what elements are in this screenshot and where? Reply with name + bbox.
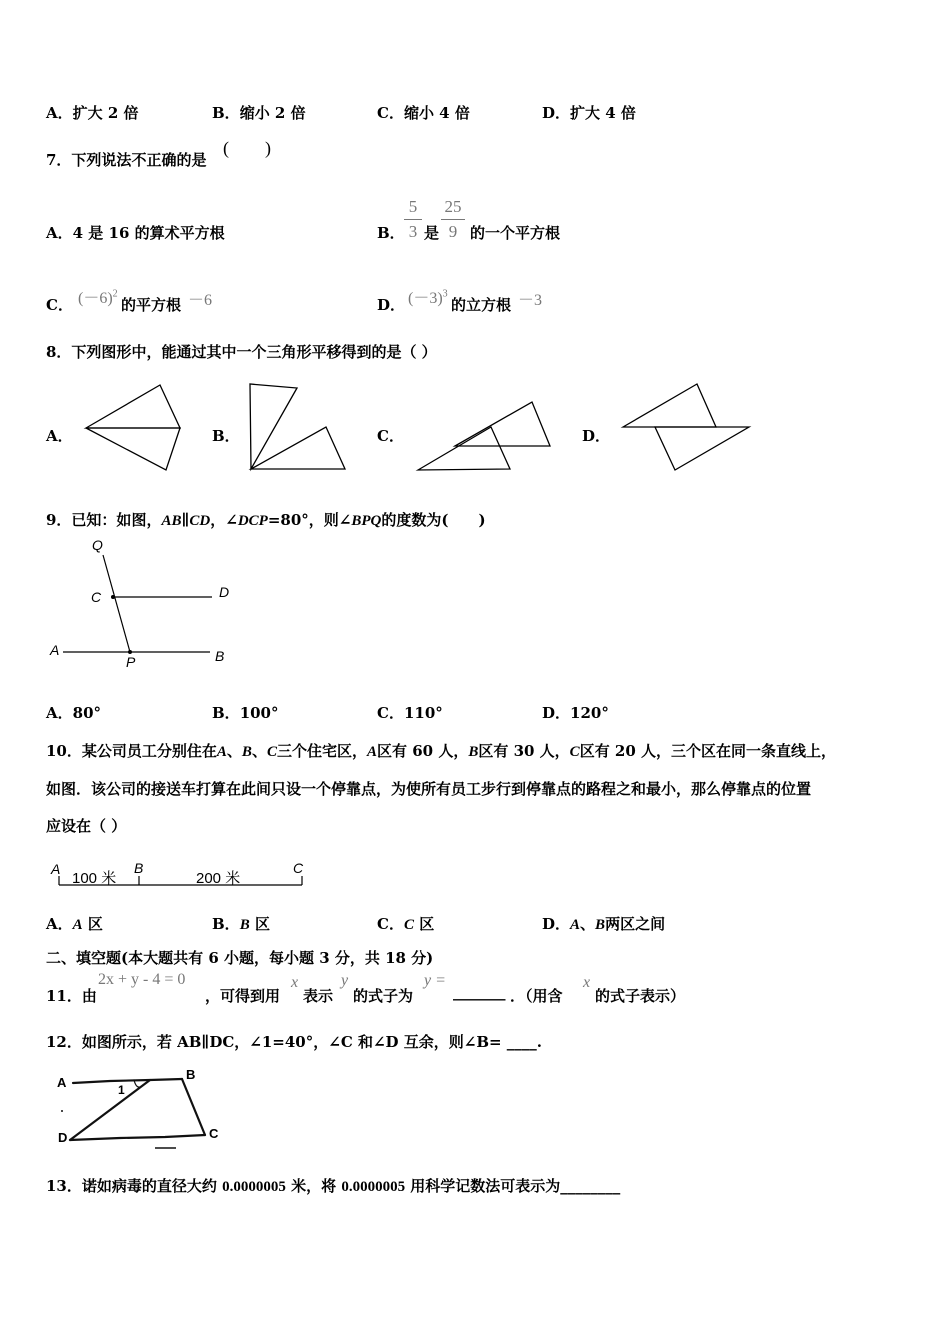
q11-answer-blank[interactable]: _______ — [453, 983, 506, 1001]
q7-option-d-value: －3 — [518, 292, 543, 309]
q10-distance-bc: 200 米 — [196, 870, 241, 887]
q12-label-a: A — [57, 1075, 67, 1090]
q12-line-ad-diagonal — [70, 1080, 150, 1140]
q12-label-c: C — [209, 1126, 219, 1141]
q12-line-bc — [182, 1079, 205, 1135]
q11-var-x: x — [291, 974, 299, 991]
q12-label-d: D — [58, 1130, 68, 1145]
q6-option-d: D．扩大 4 倍 — [542, 104, 636, 122]
q7-option-d-text: 的立方根 — [451, 296, 512, 314]
q12-dot — [61, 1110, 63, 1112]
q9-option-c: C．110° — [377, 704, 443, 722]
q11-mid-3: 的式子为 — [353, 987, 414, 1005]
q10-label-b: B — [134, 860, 144, 876]
q7-option-d-letter: D． — [377, 296, 406, 314]
q8-stem: 8．下列图形中，能通过其中一个三角形平移得到的是（ ） — [46, 343, 437, 361]
q11-var-x-2: x — [583, 974, 591, 991]
q10-distance-ab: 100 米 — [72, 870, 117, 887]
q12-line-dc — [70, 1135, 205, 1140]
q10-stem-line-2: 如图．该公司的接送车打算在此间只设一个停靠点，为使所有员工步行到停靠点的路程之和最小，那么停靠点的位置 — [46, 780, 812, 798]
q11-post-2: 的式子表示） — [595, 987, 686, 1005]
q11-mid-1: ，可得到用 — [205, 987, 281, 1005]
q6-option-c: C．缩小 4 倍 — [377, 104, 470, 122]
q8-option-c: C． — [377, 427, 404, 445]
q7-option-c-expr: $(-6)^2$ — [78, 288, 118, 307]
q9-label-p: P — [126, 654, 136, 670]
q9-option-d: D．120° — [542, 704, 609, 722]
q7-paren: ( ) — [223, 138, 271, 158]
q9-label-q: Q — [92, 537, 103, 553]
q8-option-b: B． — [212, 427, 240, 445]
q10-option-b: B．B 区 — [212, 915, 270, 933]
q9-option-a: A．80° — [46, 704, 102, 722]
q7-option-b-tail: 的一个平方根 — [470, 224, 561, 242]
q7-fraction-5-3: 5 3 — [404, 197, 422, 242]
q12-label-b: B — [186, 1067, 196, 1082]
q6-option-b: B．缩小 2 倍 — [212, 104, 306, 122]
q8-option-a: A． — [46, 427, 73, 445]
q7-option-c-text: 的平方根 — [121, 296, 182, 314]
q12-label-angle-1: 1 — [118, 1083, 125, 1097]
q7-fraction-25-9: 25 9 — [441, 197, 465, 242]
section-2-heading: 二、填空题(本大题共有 6 小题，每小题 3 分，共 18 分) — [46, 949, 434, 967]
q9-stem: 9．已知：如图，AB∥CD，∠DCP=80°，则∠BPQ的度数为( ) — [46, 511, 486, 529]
q11-y-equals: y = — [424, 972, 446, 989]
q6-option-a: A．扩大 2 倍 — [46, 104, 139, 122]
q12-line-ab — [73, 1079, 182, 1083]
q10-option-a: A．A 区 — [46, 915, 103, 933]
q11-equation: 2x + y - 4 = 0 — [98, 971, 186, 988]
q12-stem: 12．如图所示，若 AB∥DC，∠1=40°，∠C 和∠D 互余，则∠B= ____. — [46, 1033, 543, 1051]
q7-option-a: A．4 是 16 的算术平方根 — [46, 224, 225, 242]
q10-option-d: D．A、B两区之间 — [542, 915, 666, 933]
q8-option-d: D． — [582, 427, 611, 445]
q10-label-c: C — [293, 860, 304, 876]
q11-mid-2: 表示 — [303, 987, 334, 1005]
q10-label-a: A — [51, 861, 61, 877]
q9-label-b: B — [215, 648, 225, 664]
q7-stem: 7．下列说法不正确的是 — [46, 151, 207, 169]
q13-stem: 13．诺如病毒的直径大约 0.0000005 米，将 0.0000005 用科学记数法可表示为________ — [46, 1177, 621, 1195]
q7-option-b-letter: B． — [377, 224, 405, 242]
q11-pre: 11．由 — [46, 987, 97, 1005]
q10-option-c: C．C 区 — [377, 915, 435, 933]
q13-answer-blank[interactable]: ________ — [560, 1177, 621, 1195]
q10-stem-line-1: 10．某公司员工分别住在A、B、C三个住宅区，A区有 60 人，B区有 30 人，C区有 20 人，三个区在同一条直线上， — [46, 742, 837, 760]
q7-option-c-value: －6 — [188, 292, 213, 309]
q7-option-b-mid: 是 — [424, 224, 440, 242]
q11-post-1: ．（用含 — [510, 987, 563, 1005]
q7-option-d-expr: $(-3)^3$ — [408, 288, 448, 307]
q9-label-a: A — [50, 642, 60, 658]
q9-label-c: C — [91, 589, 102, 605]
q7-option-c-letter: C． — [46, 296, 73, 314]
q9-label-d: D — [219, 584, 230, 600]
q10-stem-line-3: 应设在（ ） — [46, 817, 127, 835]
q9-option-b: B．100° — [212, 704, 279, 722]
q11-var-y: y — [341, 972, 349, 989]
